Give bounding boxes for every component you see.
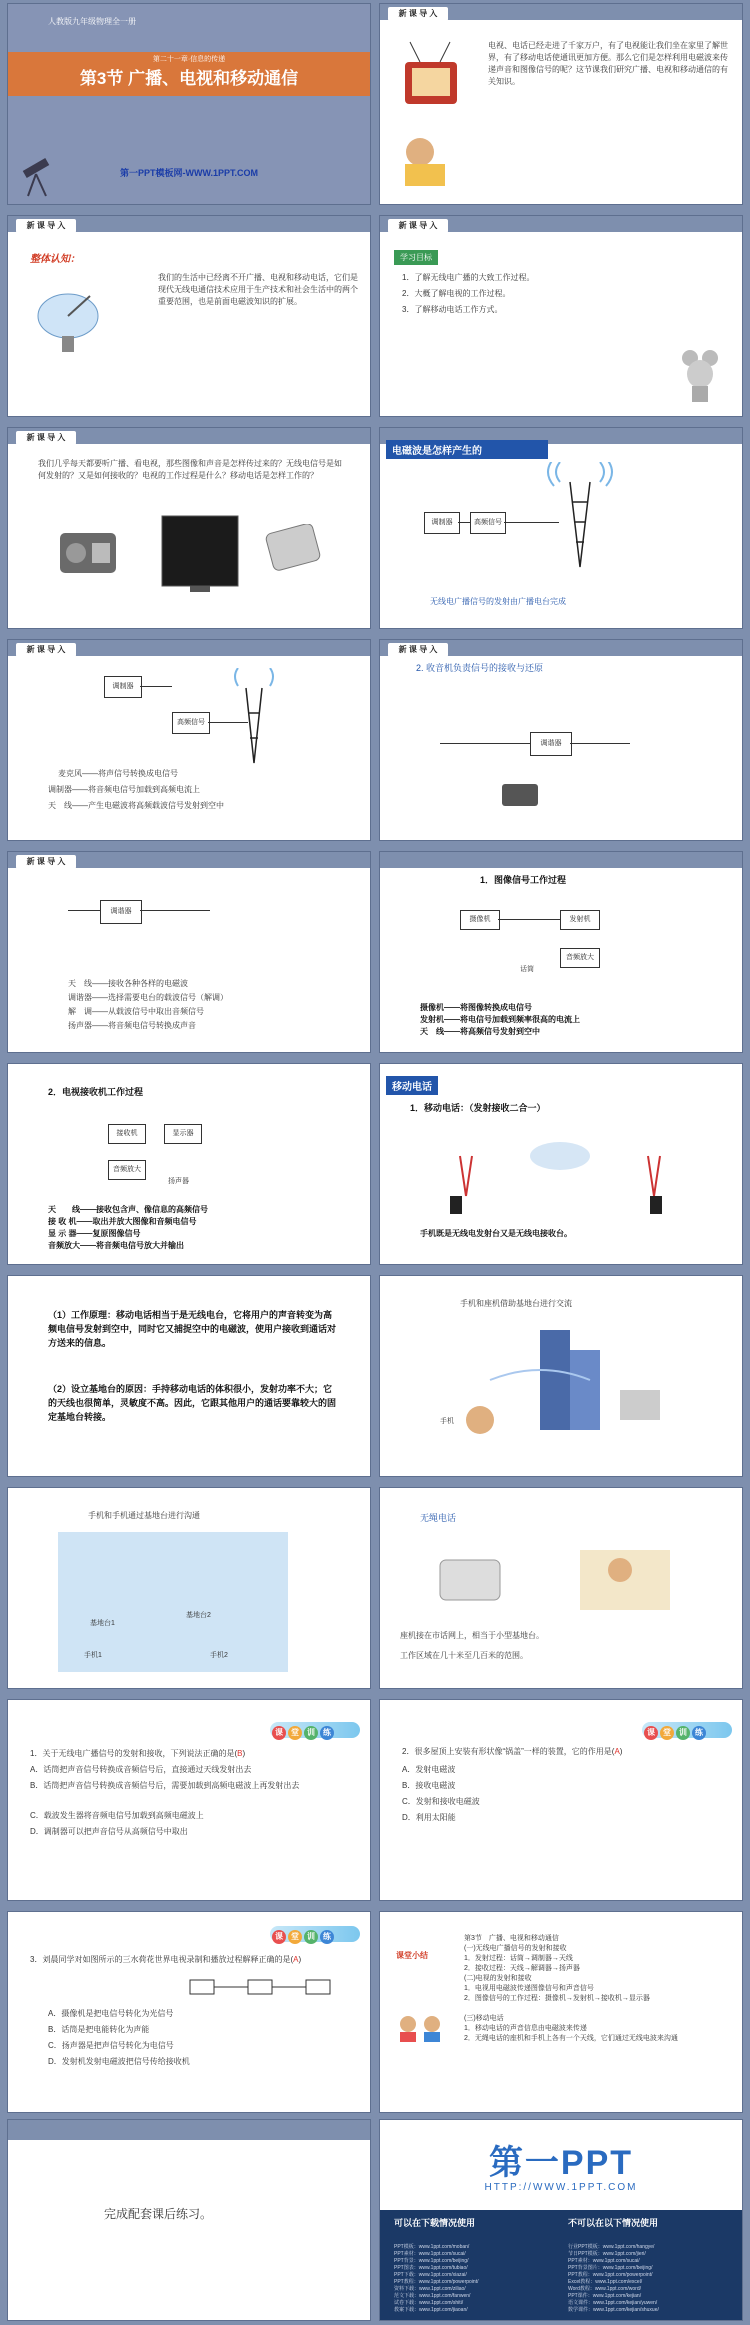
option-c[interactable]: C．扬声器是把声信号转化为电信号 [48, 2041, 174, 2050]
mobile-phone-icon [263, 524, 323, 574]
broadcast-line-3: 天 线——产生电磁波将高频载波信号发射到空中 [48, 801, 224, 810]
image-line-3: 天 线——将高频信号发射到空中 [420, 1027, 540, 1036]
slide-8-receiver[interactable] [380, 640, 742, 840]
option-d[interactable]: D．利用太阳能 [402, 1813, 456, 1822]
slide-18-quiz-2[interactable] [380, 1700, 742, 1900]
right-link-10[interactable]: 数学课件：www.1ppt.com/kejian/shuxue/ [568, 2307, 659, 2313]
transmitter-box: 发射机 [560, 910, 600, 930]
slide-19-quiz-3[interactable] [8, 1912, 370, 2112]
receive-line-3: 解 调——从载波信号中取出音频信号 [68, 1007, 204, 1016]
block-box-1: 调制器 [104, 676, 142, 698]
tv-receiver-title: 2．电视接收机工作过程 [48, 1087, 144, 1097]
right-link-6[interactable]: Excel教程：www.1ppt.com/excel/ [568, 2279, 643, 2285]
slide-14-phone-landline[interactable] [380, 1276, 742, 1476]
left-link-8[interactable]: 范文下载：www.1ppt.com/fanwen/ [394, 2293, 471, 2299]
book-label: 人教版九年级物理全一册 [48, 17, 136, 26]
option-c[interactable]: C．发射和接收电磁波 [402, 1797, 480, 1806]
emwave-tag: 电磁波是怎样产生的 [386, 440, 548, 459]
broadcast-line-1: 麦克风——将声信号转换成电信号 [58, 769, 178, 778]
tv-line-2: 接 收 机——取出并放大图像和音频电信号 [48, 1217, 197, 1226]
right-link-9[interactable]: 语文课件：www.1ppt.com/kejian/yuwen/ [568, 2300, 658, 2306]
tv-process-diagram [188, 1972, 338, 2002]
section-header: 新 课 导 入 [16, 219, 76, 233]
brand-footer: 第一PPT模板网-WWW.1PPT.COM [120, 168, 258, 178]
tv-line-4: 音频放大——将音频电信号放大并输出 [48, 1241, 184, 1250]
receiver-title: 2. 收音机负责信号的接收与还原 [416, 663, 544, 673]
phone-landline-title: 手机和座机借助基地台进行交流 [460, 1299, 572, 1308]
slide-15-phone-phone[interactable] [8, 1488, 370, 1688]
goal-item-1: 1．了解无线电广播的大致工作过程。 [402, 273, 535, 282]
practice-badge: 课 堂 训 练 [270, 1722, 360, 1738]
phone-label-1: 手机1 [84, 1652, 102, 1659]
radio-icon [58, 528, 118, 578]
station-label-1: 基地台1 [90, 1620, 115, 1627]
block-box-1: 调制器 [424, 512, 460, 534]
slide-title: 第3节 广播、电视和移动通信 [79, 69, 299, 88]
kids-illustration [396, 2012, 446, 2042]
mouse-mascot-icon [680, 346, 720, 406]
slide-22-ad[interactable] [380, 2120, 742, 2320]
option-a[interactable]: A．摄像机是把电信号转化为光信号 [48, 2009, 174, 2018]
quiz-question: 3．刘晨同学对如图所示的三水荷花世界电视录制和播放过程解释正确的是(A) [30, 1955, 302, 1964]
intro-text: 电视、电话已经走进了千家万户，有了电视能让我们坐在家里了解世界，有了移动电话使通讯更加方便。那么它们是怎样利用电磁波来传递声音和图像信号的呢？这节课我们研究广播、电视和移动通信的有关知识。 [488, 41, 728, 86]
mobile-title: 1．移动电话：（发射接收二合一） [410, 1103, 546, 1113]
goals-tag: 学习目标 [394, 250, 438, 265]
block-box-2: 高频信号 [172, 712, 210, 734]
tv-line-3: 显 示 器——复原图像信号 [48, 1229, 141, 1238]
slide-12-mobile[interactable] [380, 1064, 742, 1264]
option-d[interactable]: D．调制器可以把声音信号从高频信号中取出 [30, 1827, 188, 1836]
left-link-5[interactable]: PPT下载：www.1ppt.com/xiazai/ [394, 2272, 467, 2278]
slide-1-title[interactable] [8, 4, 370, 204]
allowed-title: 可以在下载情况使用 [394, 2218, 476, 2228]
slide-16-cordless[interactable] [380, 1488, 742, 1688]
satellite-dish-icon [28, 278, 108, 358]
receive-line-4: 扬声器——将音频电信号转换成声音 [68, 1021, 196, 1030]
right-link-7[interactable]: Word教程：www.1ppt.com/word/ [568, 2286, 641, 2292]
principle-paragraph-1: （1）工作原理：移动电话相当于是无线电台，它将用户的声音转变为高频电信号发射到空中，同时它又捕捉空中的电磁波，使用户接收到通话对方送来的信息。 [48, 1310, 337, 1348]
slide-13-principle[interactable] [8, 1276, 370, 1476]
receiver-box: 接收机 [108, 1124, 146, 1144]
cordless-phone-illustration [430, 1540, 690, 1620]
audio-amp-box: 音频放大 [560, 948, 600, 968]
slide-5-questions[interactable] [8, 428, 370, 628]
quiz-question: 1．关于无线电广播信号的发射和接收，下列说法正确的是(B) [30, 1749, 246, 1758]
slide-20-summary[interactable] [380, 1912, 742, 2112]
camera-box: 摄像机 [460, 910, 500, 930]
left-link-4[interactable]: PPT图表：www.1ppt.com/tubiao/ [394, 2265, 468, 2271]
image-line-1: 摄像机——将图像转换成电信号 [420, 1003, 532, 1012]
city-network-illustration [430, 1320, 690, 1460]
goal-item-2: 2．大概了解电视的工作过程。 [402, 289, 511, 298]
slide-11-tv-receiver[interactable] [8, 1064, 370, 1264]
cordless-text-2: 工作区域在几十米至几百米的范围。 [400, 1651, 528, 1660]
slide-6-emwave[interactable] [380, 428, 742, 628]
summary-line-3: 1．发射过程：话筒→调制器→天线 [464, 1955, 573, 1962]
slide-9-receive-process[interactable] [8, 852, 370, 1052]
right-link-5[interactable]: PPT教程：www.1ppt.com/powerpoint/ [568, 2272, 653, 2278]
right-link-2[interactable]: 节日PPT模板：www.1ppt.com/jieri/ [568, 2251, 646, 2257]
radio-icon [500, 780, 540, 810]
receive-line-2: 调谐器——选择需要电台的载波信号（解调） [68, 993, 228, 1002]
tuner-box: 调谐器 [100, 900, 142, 924]
ppt-logo: 第一PPT [488, 2144, 634, 2182]
overview-text: 我们的生活中已经离不开广播、电视和移动电话，它们是现代无线电通信技术应用于生产技术和社会生活中的两个重要范围，也是前面电磁波知识的扩展。 [158, 273, 358, 306]
slide-4-goals[interactable] [380, 216, 742, 416]
slide-10-image-signal[interactable] [380, 852, 742, 1052]
section-header: 新 课 导 入 [388, 7, 448, 21]
broadcast-line-2: 调制器——将音频电信号加载到高频电流上 [48, 785, 200, 794]
homework-text: 完成配套课后练习。 [104, 2207, 213, 2221]
slide-7-broadcast[interactable] [8, 640, 370, 840]
right-link-4[interactable]: PPT背景图片：www.1ppt.com/beijing/ [568, 2265, 653, 2271]
section-header: 新 课 导 入 [388, 643, 448, 657]
quiz-question: 2．很多屋顶上安装有形状像“锅盖”一样的装置，它的作用是(A) [402, 1747, 623, 1756]
section-header: 新 课 导 入 [16, 855, 76, 869]
summary-line-4: 2．接收过程：天线→解调器→扬声器 [464, 1965, 580, 1972]
mobile-caption: 手机既是无线电发射台又是无线电接收台。 [420, 1229, 572, 1238]
chapter-label: 第二十一章·信息的传递 [152, 56, 226, 63]
left-link-1[interactable]: PPT模板：www.1ppt.com/moban/ [394, 2244, 470, 2250]
slide-2-intro[interactable] [380, 4, 742, 204]
summary-line-6: 1．电视用电磁波传递图像信号和声音信号 [464, 1985, 594, 1992]
practice-badge: 课 堂 训 练 [642, 1722, 732, 1738]
slide-17-quiz-1[interactable] [8, 1700, 370, 1900]
summary-line-7: 2．图像信号的工作过程：摄像机→发射机→接收机→显示器 [464, 1995, 650, 2002]
option-a[interactable]: A．话筒把声音信号转换成音频信号后，直接通过天线发射出去 [30, 1765, 252, 1774]
receive-line-1: 天 线——接收各种各样的电磁波 [68, 979, 188, 988]
phone-label-2: 手机2 [210, 1652, 228, 1659]
summary-line-5: (二)电视的发射和接收 [464, 1975, 532, 1982]
antenna-tower-icon [540, 462, 620, 572]
mic-label: 话筒 [520, 966, 534, 973]
summary-line-10: 2．无绳电话的座机和手机上各有一个天线，它们通过无线电波来沟通 [464, 2035, 678, 2042]
option-b[interactable]: B．话筒把声音信号转换成音频信号后，需要加载到高频电磁波上再发射出去 [30, 1781, 300, 1790]
section-header: 新 课 导 入 [16, 643, 76, 657]
left-link-3[interactable]: PPT背景：www.1ppt.com/beijing/ [394, 2258, 469, 2264]
antenna-tower-icon [224, 668, 284, 768]
display-box: 显示器 [164, 1124, 202, 1144]
summary-line-2: (一)无线电广播信号的发射和接收 [464, 1945, 567, 1952]
mobile-towers-illustration [420, 1126, 700, 1216]
emwave-caption: 无线电广播信号的发射由广播电台完成 [430, 597, 566, 606]
summary-line-1: 第3节 广播、电视和移动通信 [464, 1935, 559, 1942]
summary-line-9: 1．移动电话的声音信息由电磁波来传递 [464, 2025, 587, 2032]
cordless-text: 座机接在市话网上，相当于小型基地台。 [400, 1631, 544, 1640]
cordless-tag: 无绳电话 [420, 1513, 457, 1523]
phone-phone-title: 手机和手机通过基地台进行沟通 [88, 1511, 200, 1520]
station-label-2: 基地台2 [186, 1612, 211, 1619]
goal-item-3: 3．了解移动电话工作方式。 [402, 305, 503, 314]
mobile-tag: 移动电话 [386, 1076, 438, 1095]
phone-label: 手机 [440, 1418, 454, 1425]
block-box-2: 高频信号 [470, 512, 506, 534]
left-link-10[interactable]: 教案下载：www.1ppt.com/jiaoan/ [394, 2307, 468, 2313]
tv-screen-icon [160, 514, 240, 594]
summary-line-8: (三)移动电话 [464, 2015, 504, 2022]
option-b[interactable]: B．话筒是把电能转化为声能 [48, 2025, 150, 2034]
right-link-8[interactable]: PPT课件：www.1ppt.com/kejian/ [568, 2293, 642, 2299]
left-link-7[interactable]: 资料下载：www.1ppt.com/ziliao/ [394, 2286, 466, 2292]
tuner-box: 调谐器 [530, 732, 572, 756]
slide-3-overview[interactable] [8, 216, 370, 416]
tv-family-illustration [390, 32, 480, 192]
left-link-6[interactable]: PPT教程：www.1ppt.com/powerpoint/ [394, 2279, 479, 2285]
slide-21-homework[interactable] [8, 2120, 370, 2320]
option-b[interactable]: B．接收电磁波 [402, 1781, 456, 1790]
forbidden-title: 不可以在以下情况使用 [568, 2218, 659, 2228]
summary-tag: 课堂小结 [396, 1951, 428, 1960]
section-header: 新 课 导 入 [16, 431, 76, 445]
question-text: 我们几乎每天都要听广播、看电视，那些图像和声音是怎样传过来的？无线电信号是如何发射的？又是如何接收的？电视的工作过程是什么？移动电话是怎样工作的？ [38, 459, 342, 480]
principle-paragraph-2: （2）设立基地台的原因：手持移动电话的体积很小，发射功率不大；它的天线也很简单，灵敏度不高。因此，它跟其他用户的通话要靠较大的固定基地台转接。 [48, 1384, 337, 1422]
right-link-3[interactable]: PPT素材：www.1ppt.com/sucai/ [568, 2258, 640, 2264]
tv-line-1: 天 线——接收包含声、像信息的高频信号 [48, 1205, 208, 1214]
speaker-label: 扬声器 [168, 1178, 189, 1185]
option-d[interactable]: D．发射机发射电磁波把信号传给接收机 [48, 2057, 190, 2066]
option-a[interactable]: A．发射电磁波 [402, 1765, 456, 1774]
image-line-2: 发射机——将电信号加载到频率很高的电流上 [420, 1015, 580, 1024]
audio-amp-box: 音频放大 [108, 1160, 146, 1180]
right-link-1[interactable]: 行业PPT模板：www.1ppt.com/hangye/ [568, 2244, 655, 2250]
left-link-2[interactable]: PPT素材：www.1ppt.com/sucai/ [394, 2251, 466, 2257]
section-header: 新 课 导 入 [388, 219, 448, 233]
option-c[interactable]: C．载波发生器将音频电信号加载到高频电磁波上 [30, 1811, 204, 1820]
practice-badge: 课 堂 训 练 [270, 1926, 360, 1942]
image-signal-title: 1．图像信号工作过程 [480, 875, 567, 885]
overview-tag: 整体认知： [30, 254, 80, 265]
left-link-9[interactable]: 试卷下载：www.1ppt.com/shiti/ [394, 2300, 464, 2306]
ppt-url[interactable]: HTTP://WWW.1PPT.COM [484, 2182, 638, 2193]
